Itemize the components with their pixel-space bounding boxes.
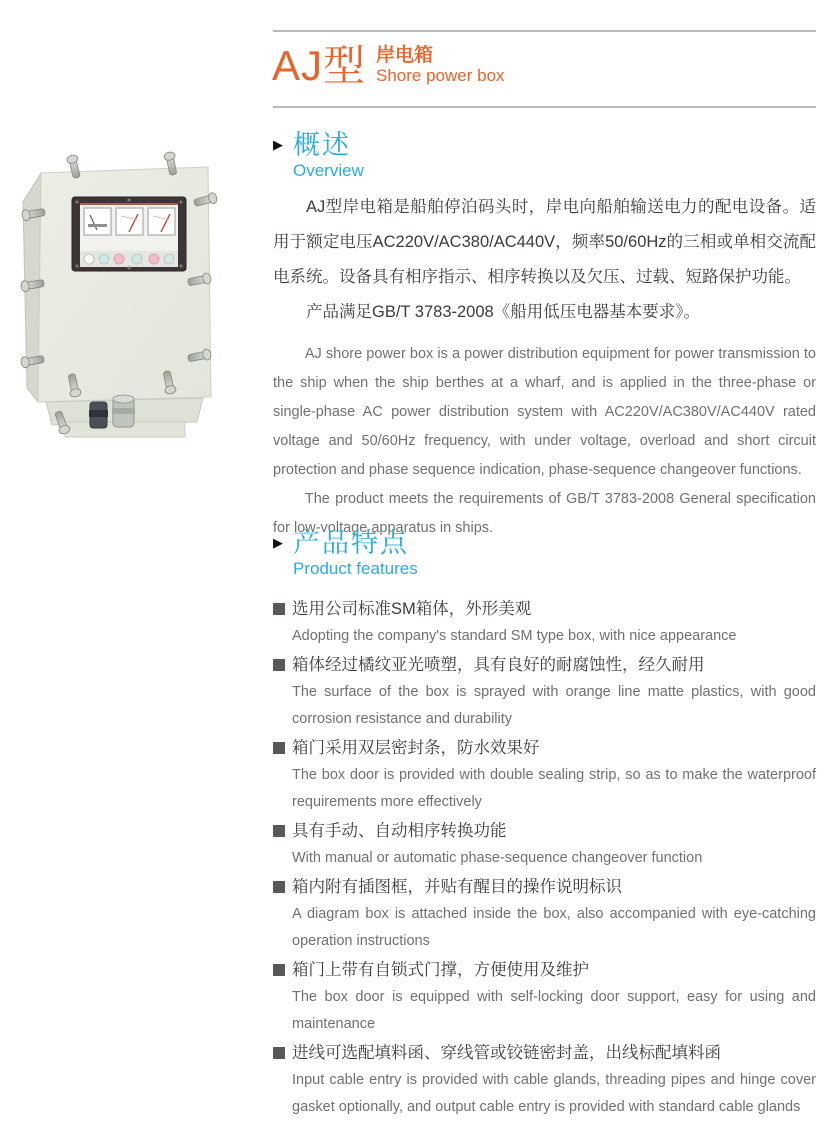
features-heading-en: Product features xyxy=(293,559,418,578)
overview-paragraph-en-1: AJ shore power box is a power distribution equipment for power transmission to the ship when the ship berthes at a wharf, and is applied in the three-phase or single-phase AC power distribution system with AC220V/AC380V/AC440V rated voltage and 50/60Hz frequency, with under voltage, overload and short circuit protection and phase sequence indication, phase-sequence changeover functions. xyxy=(273,346,816,478)
section-marker-icon: ▶ xyxy=(273,137,283,152)
features-heading-cn: 产品特点 xyxy=(293,528,409,558)
feature-text-cn: 进线可选配填料函、穿线管或铰链密封盖，出线标配填料函 xyxy=(292,1044,721,1062)
overview-heading-cn: 概述 xyxy=(293,130,351,160)
bullet-square-icon xyxy=(273,742,285,754)
feature-text-en: The surface of the box is sprayed with orange line matte plastics, with good corrosion resistance and durability xyxy=(292,684,816,727)
top-divider xyxy=(273,30,816,32)
indicator-lamps xyxy=(80,251,178,267)
product-name-cn: 岸电箱 xyxy=(376,45,434,66)
overview-paragraph-cn-1: AJ型岸电箱是船舶停泊码头时，岸电向船舶输送电力的配电设备。适用于额定电压AC220V/AC380/AC440V，频率50/60Hz的三相或单相交流配电系统。设备具有相序指示、相序转换以及欠压、过载、短路保护功能。 xyxy=(273,198,816,286)
feature-item xyxy=(273,956,816,1038)
feature-text-cn: 箱门上带有自锁式门撑，方便使用及维护 xyxy=(292,961,589,979)
feature-list xyxy=(273,595,816,1121)
product-name-group xyxy=(376,45,505,88)
feature-text-en: Input cable entry is provided with cable glands, threading pipes and hinge cover gasket optionally, and output cable entry is provided with standard cable glands xyxy=(292,1072,816,1115)
bullet-square-icon xyxy=(273,1047,285,1059)
bullet-square-icon xyxy=(273,825,285,837)
analog-meter-2 xyxy=(116,208,143,235)
feature-text-en: The box door is equipped with self-locking door support, easy for using and maintenance xyxy=(292,989,816,1032)
overview-heading-en: Overview xyxy=(293,161,364,180)
feature-text-cn: 箱门采用双层密封条，防水效果好 xyxy=(292,739,540,757)
title-divider xyxy=(273,106,816,108)
feature-text-cn: 选用公司标准SM箱体，外形美观 xyxy=(292,600,532,618)
feature-text-cn: 箱内附有插图框，并贴有醒目的操作说明标识 xyxy=(292,878,622,896)
feature-text-en: A diagram box is attached inside the box, also accompanied with eye-catching operation instructions xyxy=(292,906,816,949)
feature-item xyxy=(273,651,816,733)
overview-section xyxy=(273,130,816,543)
feature-item xyxy=(273,817,816,872)
feature-text-cn: 具有手动、自动相序转换功能 xyxy=(292,822,507,840)
product-photo xyxy=(10,140,260,460)
feature-item xyxy=(273,595,816,650)
feature-text-en: The box door is provided with double sealing strip, so as to make the waterproof requirements more effectively xyxy=(292,767,816,810)
feature-item xyxy=(273,873,816,955)
feature-text-en: Adopting the company's standard SM type box, with nice appearance xyxy=(292,628,737,644)
analog-meter-3 xyxy=(148,208,175,235)
bullet-square-icon xyxy=(273,603,285,615)
bullet-square-icon xyxy=(273,964,285,976)
feature-text-en: With manual or automatic phase-sequence changeover function xyxy=(292,850,703,866)
meter-window xyxy=(72,197,186,271)
product-model: AJ型 xyxy=(272,42,367,89)
features-heading xyxy=(273,528,816,579)
analog-meter-1 xyxy=(84,208,111,235)
feature-item xyxy=(273,734,816,816)
features-section xyxy=(273,528,816,1122)
bullet-square-icon xyxy=(273,659,285,671)
feature-text-cn: 箱体经过橘纹亚光喷塑，具有良好的耐腐蚀性，经久耐用 xyxy=(292,656,705,674)
overview-heading xyxy=(273,130,816,181)
page-title xyxy=(272,44,505,88)
bullet-square-icon xyxy=(273,881,285,893)
feature-item xyxy=(273,1039,816,1121)
section-marker-icon: ▶ xyxy=(273,535,283,550)
product-name-en: Shore power box xyxy=(376,66,505,85)
shore-power-box-illustration xyxy=(10,140,260,460)
overview-paragraph-en-2: The product meets the requirements of GB/T 3783-2008 General specification for low-voltage apparatus in ships. xyxy=(273,491,816,536)
overview-paragraph-cn-2: 产品满足GB/T 3783-2008《船用低压电器基本要求》。 xyxy=(306,303,700,321)
